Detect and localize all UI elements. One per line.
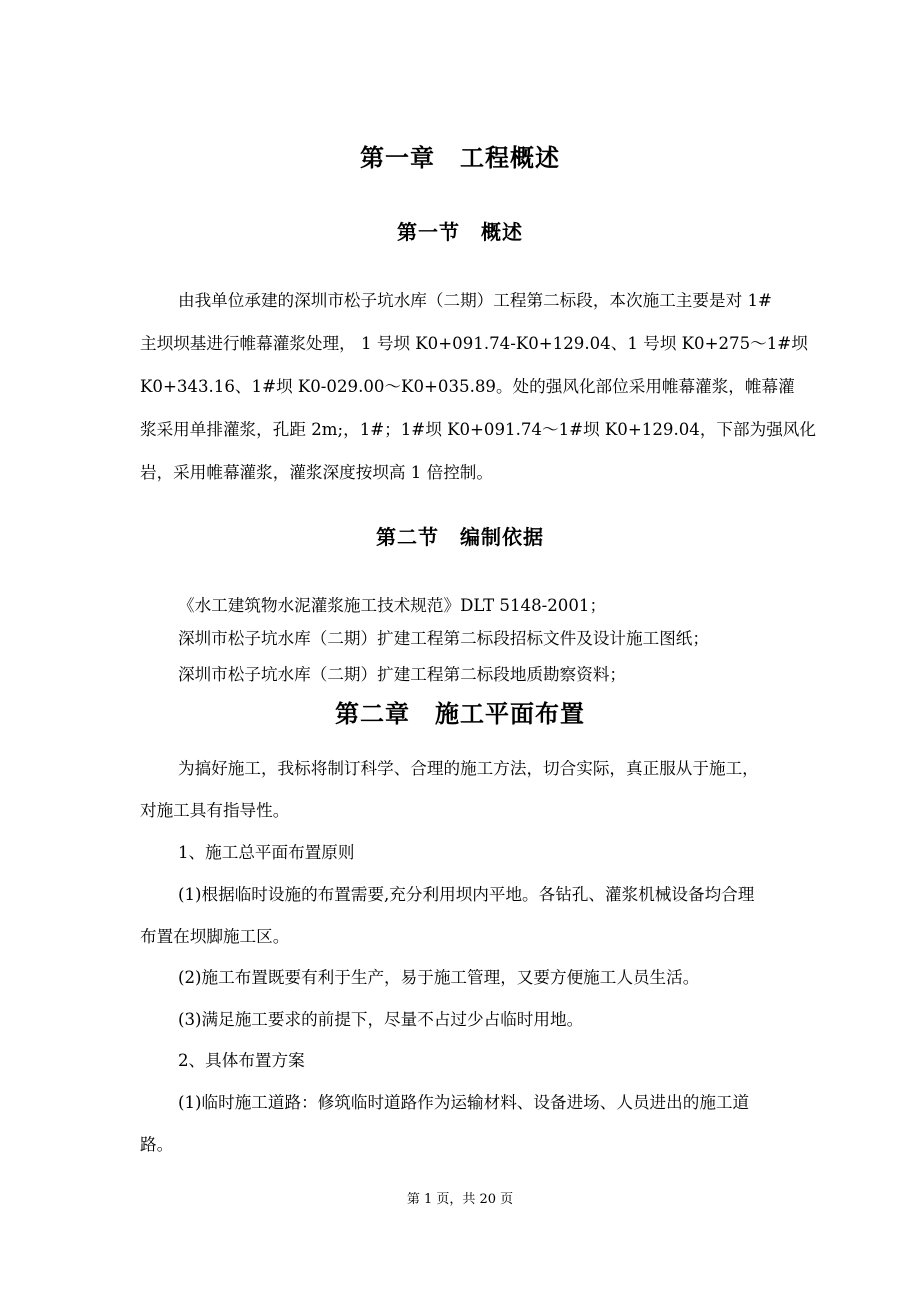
plan-1-line: 路。 (140, 1135, 174, 1154)
principle-2: (2)施工布置既要有利于生产，易于施工管理，又要方便施工人员生活。 (178, 968, 700, 987)
section-1-paragraph-line: 主坝坝基进行帷幕灌浆处理， 1 号坝 K0+091.74-K0+129.04、1 号坝 K0+275～1#坝 (140, 334, 808, 353)
plan-1-line: (1)临时施工道路：修筑临时道路作为运输材料、设备进场、人员进出的施工道 (178, 1093, 750, 1112)
section-1-paragraph-line: 岩，采用帷幕灌浆，灌浆深度按坝高 1 倍控制。 (140, 463, 493, 482)
section-1-title: 第一节 概述 (397, 220, 523, 244)
page-number-footer: 第 1 页，共 20 页 (406, 1192, 514, 1207)
chapter-2-intro-line: 对施工具有指导性。 (140, 801, 290, 820)
section-1-paragraph-line: K0+343.16、1#坝 K0-029.00～K0+035.89。处的强风化部位采用帷幕灌浆，帷幕灌 (140, 377, 795, 396)
chapter-2-intro-line: 为搞好施工，我标将制订科学、合理的施工方法，切合实际，真正服从于施工， (178, 759, 759, 778)
chapter-1-title: 第一章 工程概述 (360, 144, 560, 172)
principle-1-line: (1)根据临时设施的布置需要,充分利用坝内平地。各钻孔、灌浆机械设备均合理 (178, 885, 755, 904)
reference-item: 深圳市松子坑水库（二期）扩建工程第二标段地质勘察资料； (178, 665, 627, 684)
principles-heading: 1、施工总平面布置原则 (178, 843, 355, 862)
principle-3: (3)满足施工要求的前提下，尽量不占过少占临时用地。 (178, 1010, 584, 1029)
plan-heading: 2、具体布置方案 (178, 1051, 305, 1070)
principle-1-line: 布置在坝脚施工区。 (140, 927, 290, 946)
section-1-paragraph-line: 浆采用单排灌浆，孔距 2m;，1#；1#坝 K0+091.74～1#坝 K0+129.04，下部为强风化 (140, 420, 816, 439)
section-1-paragraph-line: 由我单位承建的深圳市松子坑水库（二期）工程第二标段，本次施工主要是对 1# (178, 291, 772, 310)
section-2-title: 第二节 编制依据 (376, 525, 544, 549)
reference-item: 深圳市松子坑水库（二期）扩建工程第二标段招标文件及设计施工图纸； (178, 629, 709, 648)
chapter-2-title: 第二章 施工平面布置 (335, 700, 585, 728)
reference-item: 《水工建筑物水泥灌浆施工技术规范》DLT 5148-2001； (178, 596, 607, 615)
